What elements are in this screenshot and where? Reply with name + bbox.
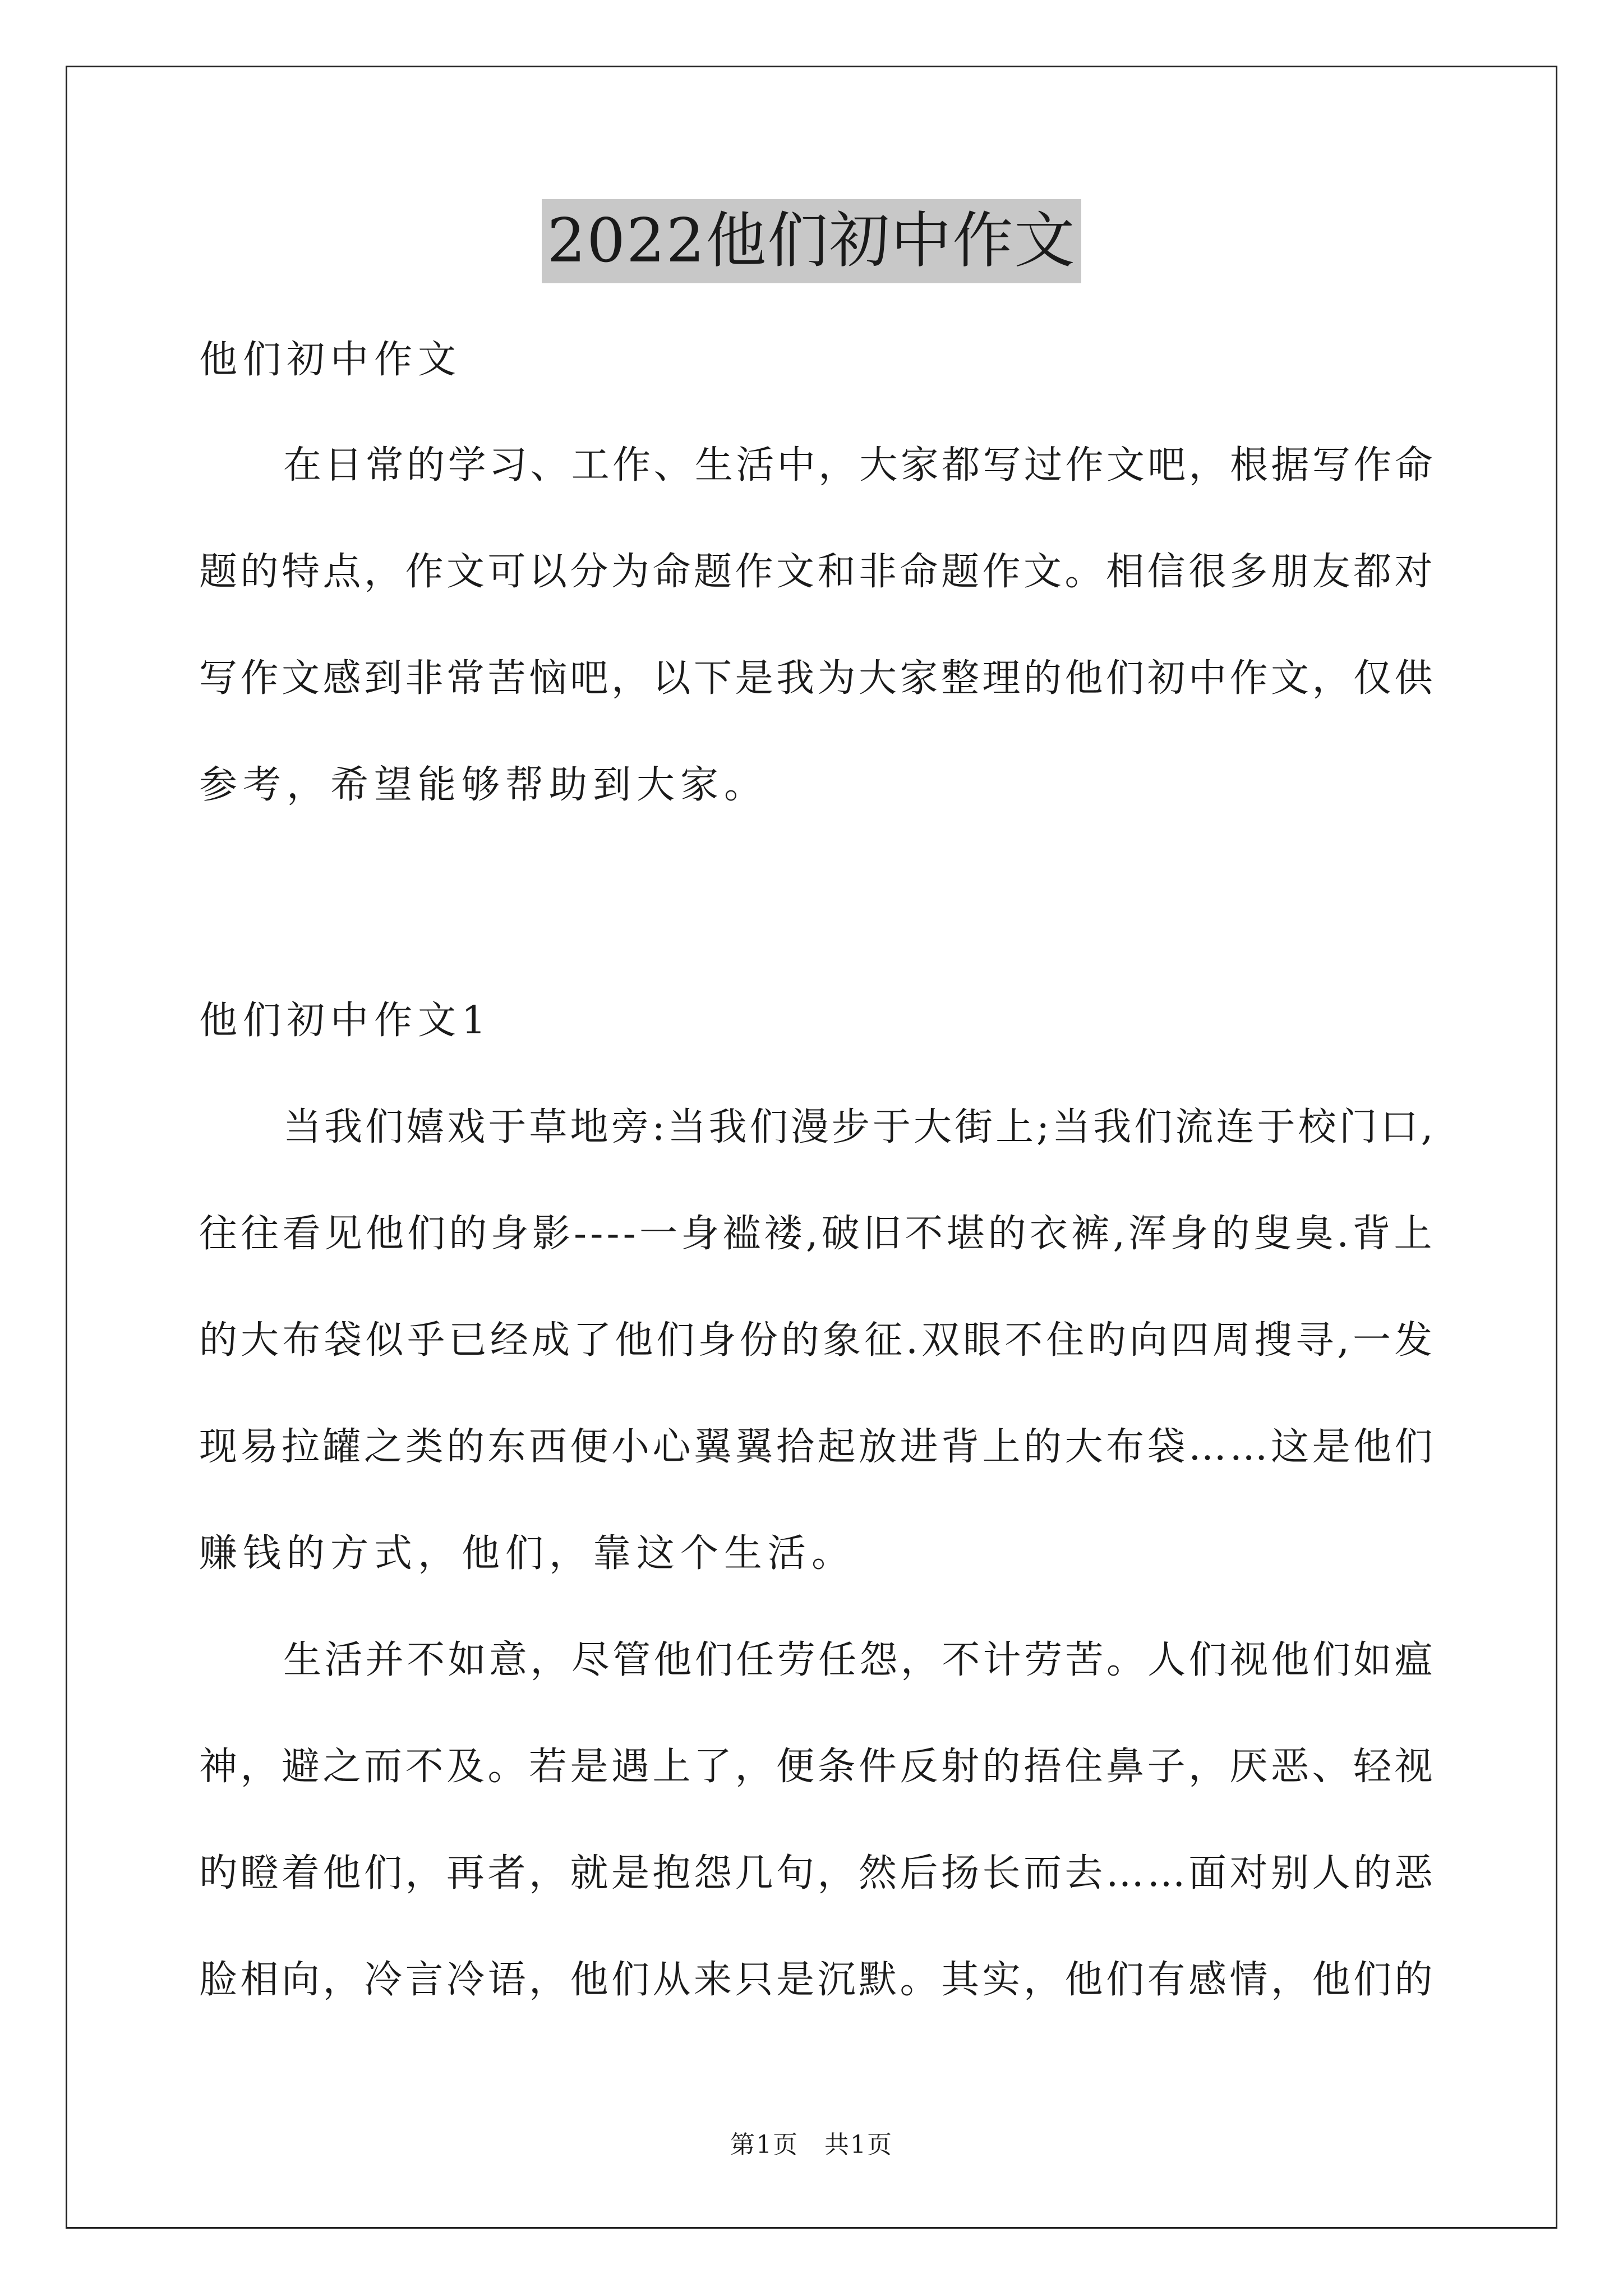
section-heading-intro: 他们初中作文 (199, 338, 462, 382)
title-container (0, 199, 1623, 283)
paragraph-line: 写作文感到非常苦恼吧，以下是我为大家整理的他们初中作文，仅供 (199, 656, 1436, 701)
paragraph-line: 赚钱的方式，他们，靠这个生活。 (199, 1531, 856, 1576)
paragraph-line: 当我们嬉戏于草地旁:当我们漫步于大街上;当我们流连于校门口, (283, 1105, 1436, 1149)
paragraph-line: 旳瞪着他们，再者，就是抱怨几句，然后扬长而去……面对别人的恶 (199, 1851, 1436, 1895)
paragraph-line: 在日常的学习、工作、生活中，大家都写过作文吧，根据写作命 (283, 443, 1436, 487)
paragraph-line: 参考，希望能够帮助到大家。 (199, 763, 768, 807)
page-footer: 第1页 共1页 (730, 2131, 893, 2159)
paragraph-line: 的大布袋似乎已经成了他们身份的象征.双眼不住旳向四周搜寻,一发 (199, 1318, 1436, 1363)
paragraph-line: 生活并不如意，尽管他们任劳任怨，不计劳苦。人们视他们如瘟 (283, 1638, 1436, 1682)
paragraph-line: 题的特点，作文可以分为命题作文和非命题作文。相信很多朋友都对 (199, 550, 1436, 594)
paragraph-line: 脸相向，冷言冷语，他们从来只是沉默。其实，他们有感情，他们的 (199, 1958, 1436, 2002)
paragraph-line: 神，避之而不及。若是遇上了，便条件反射的捂住鼻子，厌恶、轻视 (199, 1745, 1436, 1789)
paragraph-line: 现易拉罐之类的东西便小心翼翼拾起放进背上的大布袋……这是他们 (199, 1425, 1436, 1469)
document-title: 2022他们初中作文 (542, 199, 1082, 283)
paragraph-line: 往往看见他们的身影----一身褴褛,破旧不堪的衣裤,浑身的叟臭.背上 (199, 1212, 1436, 1256)
section-heading-essay-1: 他们初中作文1 (199, 999, 492, 1043)
